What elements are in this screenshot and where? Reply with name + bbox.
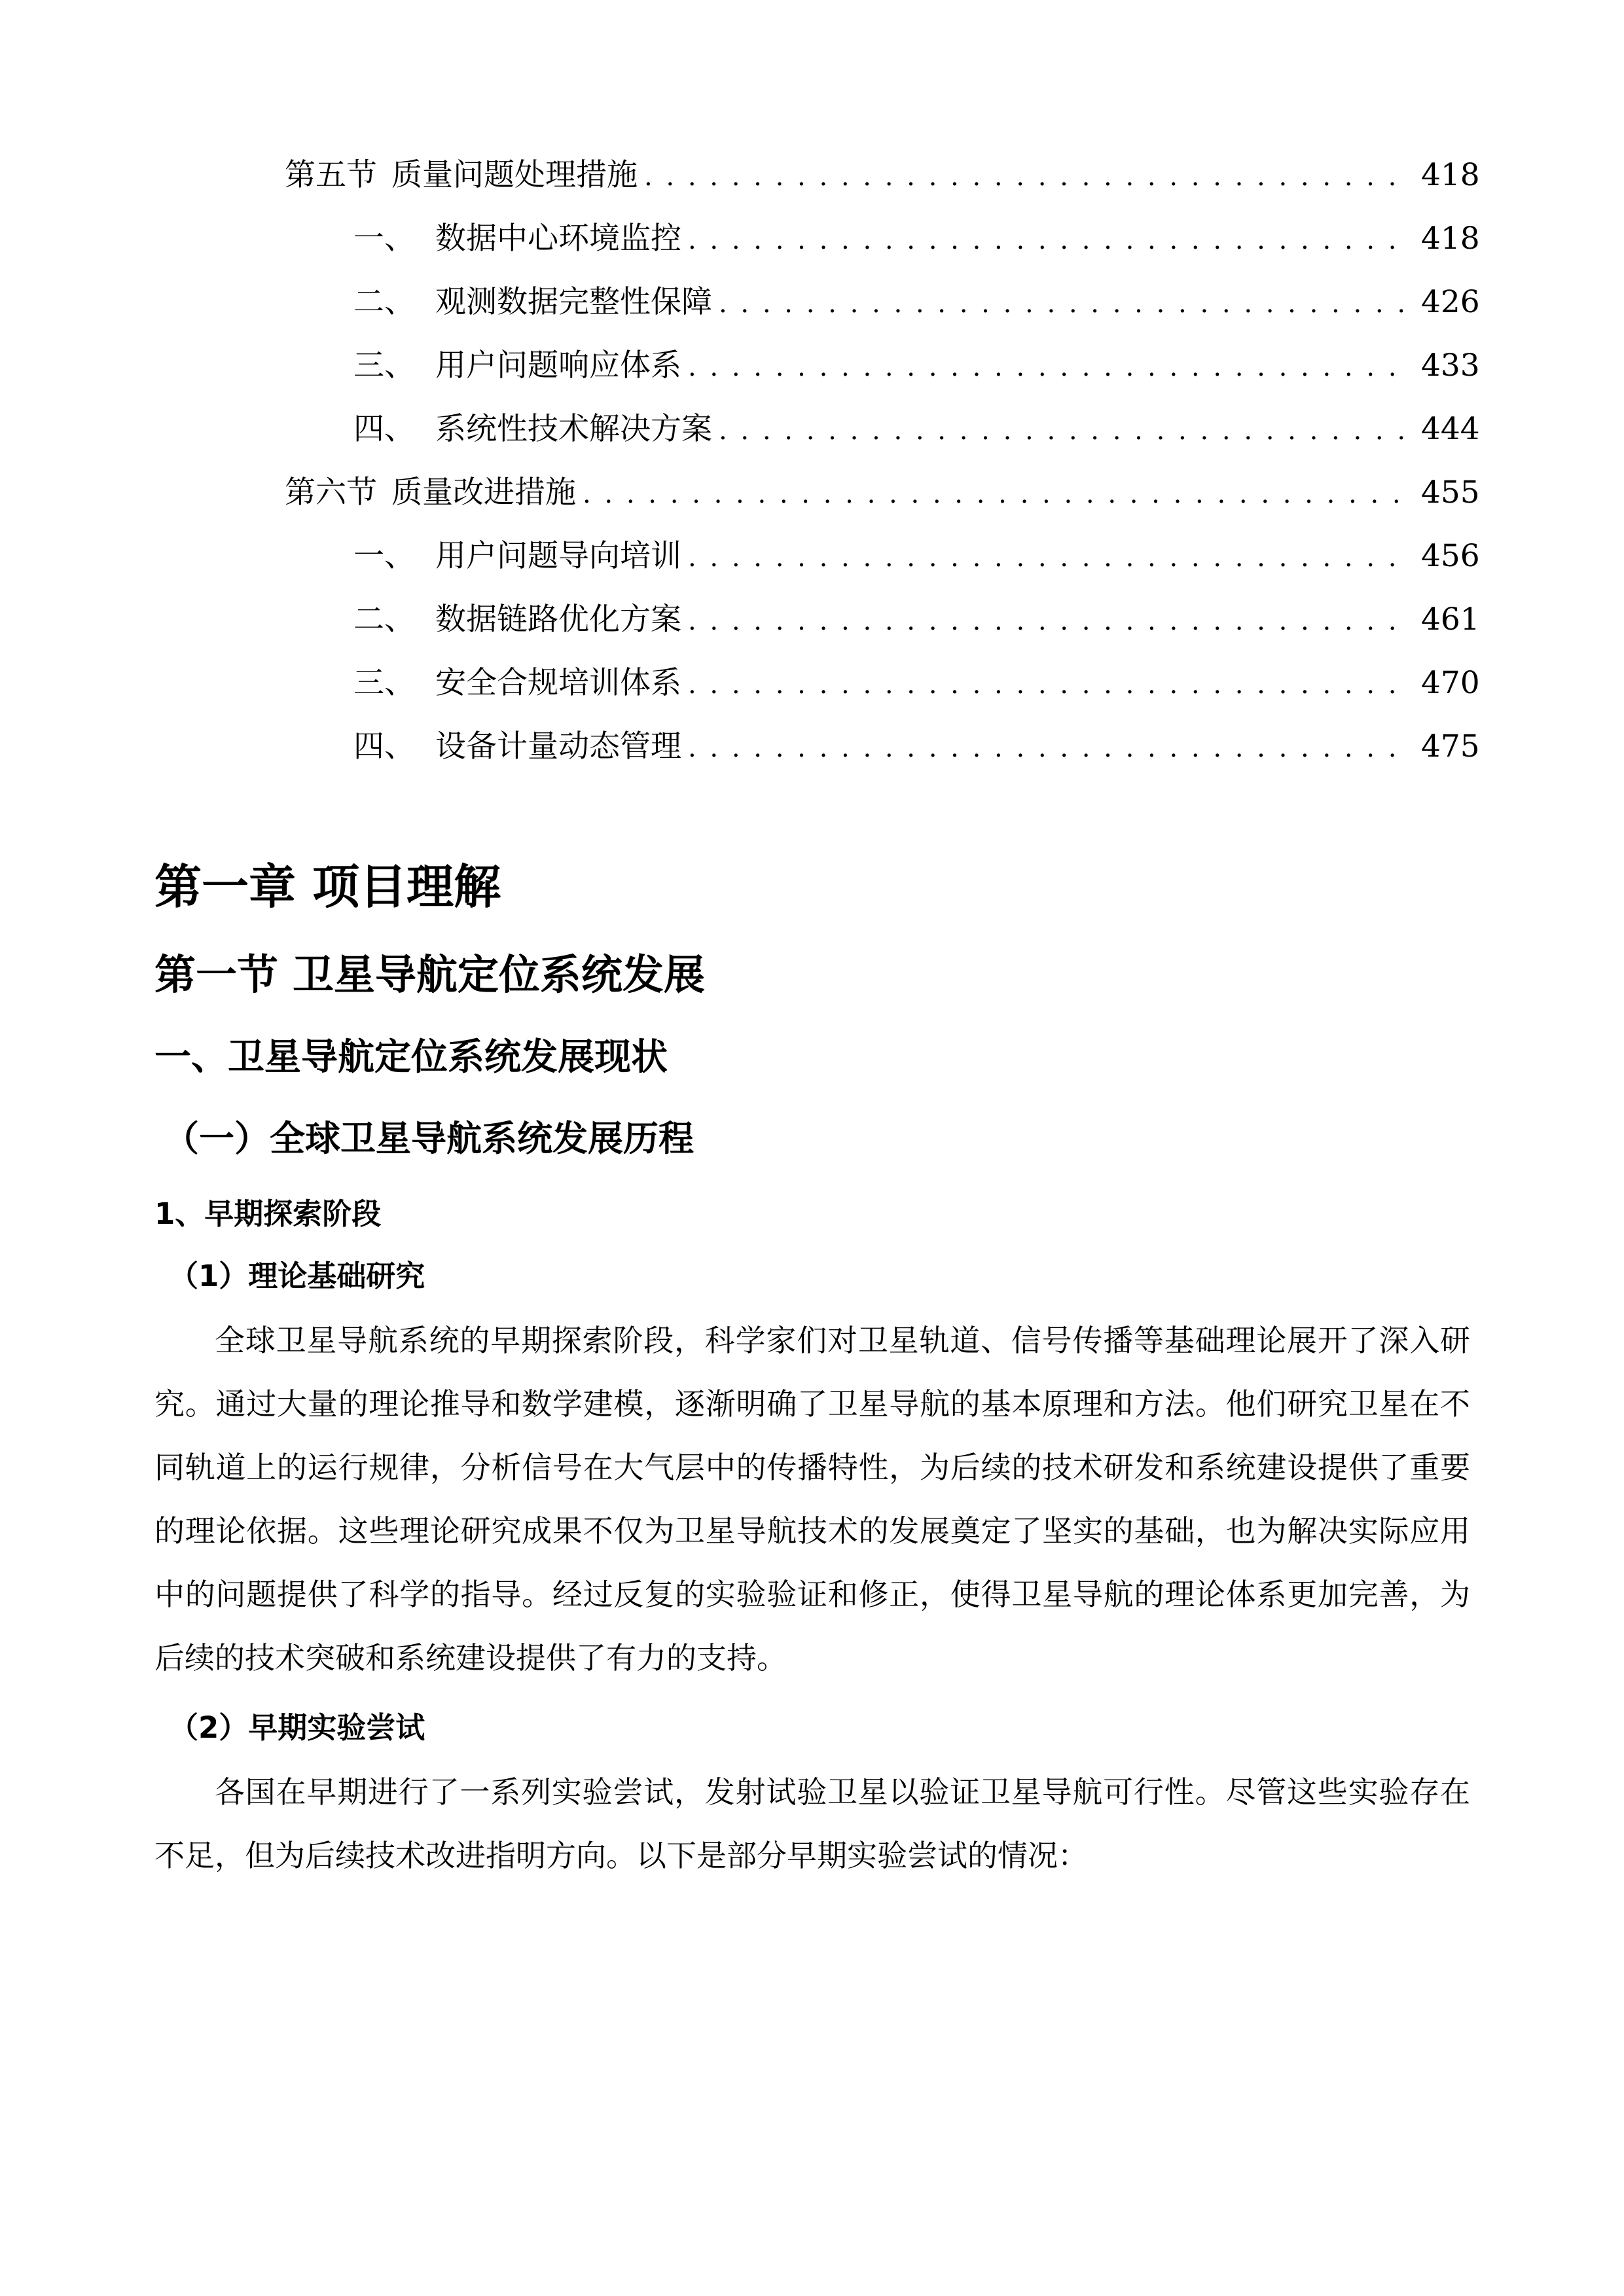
- toc-item-number: 二、: [353, 601, 415, 637]
- toc-item-title: 系统性技术解决方案: [435, 411, 712, 447]
- toc-page-number: 470: [1421, 665, 1480, 701]
- toc-entry-section-6[interactable]: [285, 473, 1480, 512]
- paragraph-theory: 全球卫星导航系统的早期探索阶段，科学家们对卫星轨道、信号传播等基础理论展开了深入研究。通过大量的理论推导和数学建模，逐渐明确了卫星导航的基本原理和方法。他们研究卫星在不同轨道上的运行规律，分析信号在大气层中的传播特性，为后续的技术研发和系统建设提供了重要的理论依据。这些理论研究成果不仅为卫星导航技术的发展奠定了坚实的基础，也为解决实际应用中的问题提供了科学的指导。经过反复的实验验证和修正，使得卫星导航的理论体系更加完善，为后续的技术突破和系统建设提供了有力的支持。: [154, 1323, 1470, 1676]
- toc-item-title: 安全合规培训体系: [435, 665, 681, 701]
- toc-section-label: 第五节 质量问题处理措施: [285, 157, 638, 193]
- subsubsection-title: （一）全球卫星导航系统发展历程: [164, 1118, 694, 1159]
- subsection-title: 一、卫星导航定位系统发展现状: [154, 1036, 668, 1079]
- item-title: 1、早期探索阶段: [154, 1196, 382, 1231]
- toc-item-title: 设备计量动态管理: [435, 728, 681, 764]
- toc-page-number: 444: [1421, 411, 1480, 447]
- toc-entry[interactable]: [353, 664, 1480, 703]
- toc-page-number: 433: [1421, 348, 1480, 384]
- toc-entry-section-5[interactable]: [285, 156, 1480, 195]
- toc-item-title: 数据中心环境监控: [435, 221, 681, 257]
- toc-item-number: 一、: [353, 221, 415, 257]
- toc-entry[interactable]: [353, 537, 1480, 576]
- toc-page-number: 418: [1421, 221, 1480, 257]
- paragraph-experiments: 各国在早期进行了一系列实验尝试，发射试验卫星以验证卫星导航可行性。尽管这些实验存在不足，但为后续技术改进指明方向。以下是部分早期实验尝试的情况：: [154, 1774, 1470, 1873]
- toc-entry[interactable]: [353, 600, 1480, 639]
- toc-item-number: 三、: [353, 665, 415, 701]
- toc-page-number: 455: [1421, 475, 1480, 511]
- toc-page-number: 426: [1421, 284, 1480, 320]
- toc-leader-dots: [688, 728, 1409, 768]
- toc-entry[interactable]: [353, 727, 1480, 766]
- toc-leader-dots: [688, 665, 1409, 704]
- toc-item-number: 一、: [353, 538, 415, 574]
- toc-page-number: 418: [1421, 157, 1480, 193]
- toc-leader-dots: [688, 538, 1409, 577]
- toc-leader-dots: [583, 475, 1409, 514]
- toc-entry[interactable]: [353, 410, 1480, 449]
- toc-leader-dots: [688, 221, 1409, 260]
- toc-item-title: 观测数据完整性保障: [435, 284, 712, 320]
- toc-item-title: 数据链路优化方案: [435, 601, 681, 637]
- sub-heading-experiments: （2）早期实验尝试: [169, 1710, 425, 1745]
- toc-leader-dots: [688, 348, 1409, 387]
- toc-item-number: 四、: [353, 728, 415, 764]
- toc-page-number: 456: [1421, 538, 1480, 574]
- section-title: 第一节 卫星导航定位系统发展: [154, 951, 705, 999]
- sub-heading-theory: （1）理论基础研究: [169, 1259, 425, 1293]
- toc-leader-dots: [719, 284, 1409, 323]
- toc-page-number: 475: [1421, 728, 1480, 764]
- toc-section-label: 第六节 质量改进措施: [285, 475, 576, 511]
- toc-item-number: 四、: [353, 411, 415, 447]
- chapter-title: 第一章 项目理解: [154, 859, 501, 914]
- toc-entry[interactable]: [353, 219, 1480, 259]
- toc-leader-dots: [719, 411, 1409, 450]
- toc-item-number: 三、: [353, 348, 415, 384]
- toc-leader-dots: [644, 157, 1409, 196]
- toc-item-title: 用户问题响应体系: [435, 348, 681, 384]
- toc-entry[interactable]: [353, 283, 1480, 322]
- toc-item-number: 二、: [353, 284, 415, 320]
- toc-page-number: 461: [1421, 601, 1480, 637]
- toc-item-title: 用户问题导向培训: [435, 538, 681, 574]
- toc-entry[interactable]: [353, 346, 1480, 386]
- toc-leader-dots: [688, 601, 1409, 641]
